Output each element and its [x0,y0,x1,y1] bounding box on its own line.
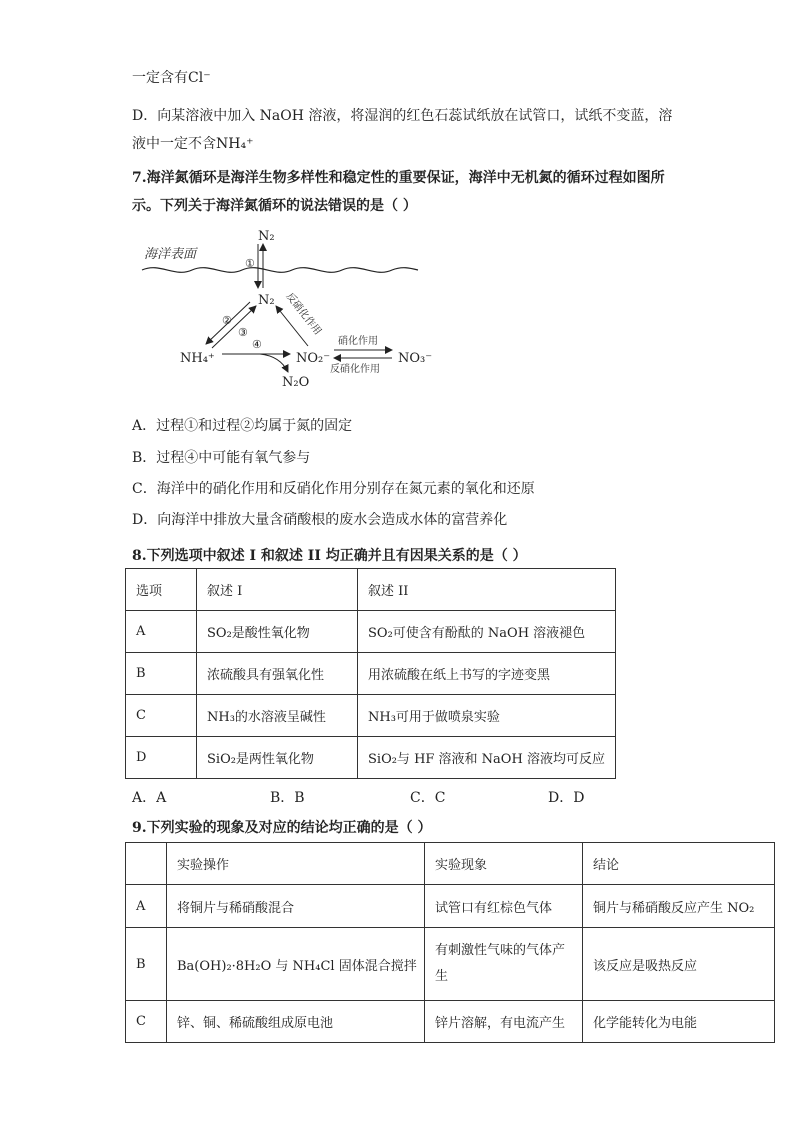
q9-table [125,842,775,1043]
table-cell: B [126,928,167,1001]
table-row [126,653,616,695]
q7-option-a: A．过程①和过程②均属于氮的固定 [132,418,353,434]
table-cell: 用浓硫酸在纸上书写的字迹变黑 [358,653,616,695]
table-header-row [126,843,775,885]
table-cell: A [126,885,167,928]
nitrification-label: 硝化作用 [338,336,378,347]
prev-option-d-line2: 液中一定不含NH₄⁺ [132,136,254,152]
q8-stem: 8.下列选项中叙述 I 和叙述 II 均正确并且有因果关系的是（ ） [132,548,527,564]
table-header-cell: 叙述 II [358,569,616,611]
table-cell: 锌片溶解，有电流产生 [425,1001,583,1043]
table-cell: Ba(OH)₂·8H₂O 与 NH₄Cl 固体混合搅拌 [167,928,425,1001]
nh4-label: NH₄⁺ [180,351,215,366]
q7-stem-line2: 示。下列关于海洋氮循环的说法错误的是（ ） [132,198,417,214]
table-cell: 铜片与稀硝酸反应产生 NO₂ [583,885,775,928]
table-cell: C [126,695,197,737]
process-3-label: ③ [238,326,248,339]
denitrification-label: 反硝化作用 [330,364,380,375]
q8-choice-c: C．C [410,790,446,806]
table-cell: 该反应是吸热反应 [583,928,775,1001]
prev-option-d-line1: D．向某溶液中加入 NaOH 溶液，将湿润的红色石蕊试纸放在试管口，试纸不变蓝，溶 [132,108,673,124]
table-row [126,928,775,1001]
sea-surface-label: 海洋表面 [144,247,197,262]
table-cell: A [126,611,197,653]
table-header-cell: 结论 [583,843,775,885]
table-row [126,695,616,737]
nitrogen-cycle-diagram [130,222,450,392]
process-1-label: ① [245,257,255,270]
process-2-label: ② [222,314,232,327]
no3-label: NO₃⁻ [398,351,433,366]
table-header-cell [126,843,167,885]
table-cell: D [126,737,197,779]
table-header-cell: 选项 [126,569,197,611]
n2-ocean-label: N₂ [258,293,275,308]
q9-stem: 9.下列实验的现象及对应的结论均正确的是（ ） [132,820,432,836]
table-cell: 试管口有红棕色气体 [425,885,583,928]
table-cell: 有刺激性气味的气体产生 [425,928,583,1001]
table-cell: SO₂可使含有酚酞的 NaOH 溶液褪色 [358,611,616,653]
table-cell: SiO₂是两性氧化物 [197,737,358,779]
q8-table [125,568,616,779]
table-header-cell: 叙述 I [197,569,358,611]
sea-surface-wave [142,268,418,273]
q7-option-c: C．海洋中的硝化作用和反硝化作用分别存在氮元素的氧化和还原 [132,481,535,497]
table-cell: NH₃的水溶液呈碱性 [197,695,358,737]
table-cell: 将铜片与稀硝酸混合 [167,885,425,928]
table-row [126,1001,775,1043]
table-cell: C [126,1001,167,1043]
n2-atmosphere-label: N₂ [258,229,275,244]
table-row [126,885,775,928]
denitrification-diagonal-label: 反硝化作用 [283,291,324,338]
table-cell: 化学能转化为电能 [583,1001,775,1043]
prev-option-tail: 一定含有Cl⁻ [132,70,211,86]
process-3-arrow [212,306,256,348]
q7-stem-line1: 7.海洋氮循环是海洋生物多样性和稳定性的重要保证，海洋中无机氮的循环过程如图所 [132,170,665,186]
table-cell: NH₃可用于做喷泉实验 [358,695,616,737]
n2o-label: N₂O [282,375,310,390]
q7-option-b: B．过程④中可能有氧气参与 [132,450,311,466]
table-header-row [126,569,616,611]
table-header-cell: 实验现象 [425,843,583,885]
table-cell: SO₂是酸性氧化物 [197,611,358,653]
no2-label: NO₂⁻ [296,351,331,366]
n2o-branch-arrow [260,354,288,372]
table-cell: 浓硫酸具有强氧化性 [197,653,358,695]
table-header-cell: 实验操作 [167,843,425,885]
table-cell: SiO₂与 HF 溶液和 NaOH 溶液均可反应 [358,737,616,779]
table-row [126,611,616,653]
q8-answer-choices [132,787,632,807]
process-4-label: ④ [252,338,262,351]
q8-choice-d: D．D [548,790,585,806]
table-cell: 锌、铜、稀硫酸组成原电池 [167,1001,425,1043]
table-row [126,737,616,779]
table-cell: B [126,653,197,695]
q7-option-d: D．向海洋中排放大量含硝酸根的废水会造成水体的富营养化 [132,512,508,528]
q8-choice-a: A．A [132,790,167,806]
q8-choice-b: B．B [270,790,305,806]
